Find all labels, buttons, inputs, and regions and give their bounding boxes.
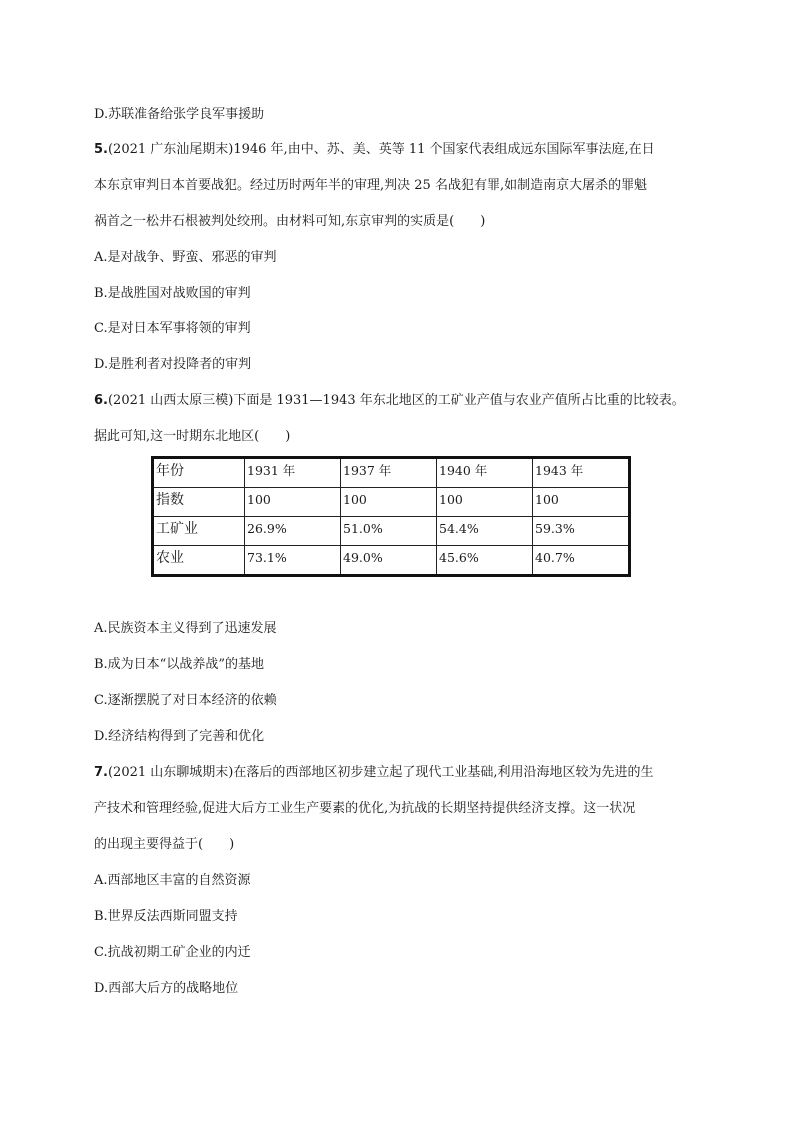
q7-stem-line-2: 产技术和管理经验,促进大后方工业生产要素的优化,为抗战的长期坚持提供经济支撑。这一状况 bbox=[94, 801, 636, 816]
q7-option-c: C.抗战初期工矿企业的内迁 bbox=[94, 945, 251, 960]
q7-number: 7. bbox=[94, 765, 108, 780]
q5-stem-line-3: 祸首之一松井石根被判处绞刑。由材料可知,东京审判的实质是( ) bbox=[94, 214, 486, 229]
q5-option-b: B.是战胜国对战败国的审判 bbox=[94, 286, 251, 301]
q6-data-table bbox=[151, 456, 631, 577]
q5-option-d: D.是胜利者对投降者的审判 bbox=[94, 357, 252, 372]
q7-stem-text-1: (2021 山东聊城期末)在落后的西部地区初步建立起了现代工业基础,利用沿海地区较为先进的生 bbox=[107, 765, 654, 780]
q6-option-b: B.成为日本“以战养战”的基地 bbox=[94, 657, 264, 672]
table-row bbox=[153, 546, 630, 576]
q6-stem-line-2: 据此可知,这一时期东北地区( ) bbox=[94, 429, 291, 444]
q5-option-c: C.是对日本军事将领的审判 bbox=[94, 321, 251, 336]
q5-number: 5. bbox=[94, 142, 108, 157]
q7-option-a: A.西部地区丰富的自然资源 bbox=[94, 873, 251, 888]
q5-stem-line-1 bbox=[94, 141, 655, 159]
table-cell: 54.4% bbox=[437, 517, 533, 546]
table-cell: 1931 年 bbox=[245, 458, 341, 488]
q5-option-a: A.是对战争、野蛮、邪恶的审判 bbox=[94, 250, 277, 265]
table-cell: 100 bbox=[245, 488, 341, 517]
q7-option-b: B.世界反法西斯同盟支持 bbox=[94, 909, 238, 924]
table-cell: 51.0% bbox=[341, 517, 437, 546]
table-row bbox=[153, 488, 630, 517]
table-cell: 26.9% bbox=[245, 517, 341, 546]
table-cell: 1943 年 bbox=[533, 458, 630, 488]
q5-stem-text-1: (2021 广东汕尾期末)1946 年,由中、苏、美、英等 11 个国家代表组成远东国际军事法庭,在日 bbox=[107, 142, 655, 157]
table-cell: 1937 年 bbox=[341, 458, 437, 488]
q6-stem-line-1 bbox=[94, 392, 685, 410]
q7-stem-line-3: 的出现主要得益于( ) bbox=[94, 837, 235, 852]
table-cell: 100 bbox=[341, 488, 437, 517]
table-cell: 45.6% bbox=[437, 546, 533, 576]
table-row bbox=[153, 517, 630, 546]
table-cell: 1940 年 bbox=[437, 458, 533, 488]
q7-option-d: D.西部大后方的战略地位 bbox=[94, 981, 239, 996]
table-cell: 年份 bbox=[153, 458, 245, 488]
q5-stem-line-2: 本东京审判日本首要战犯。经过历时两年半的审理,判决 25 名战犯有罪,如制造南京大屠杀的罪魁 bbox=[94, 178, 648, 193]
table-cell: 100 bbox=[533, 488, 630, 517]
q4-option-d: D.苏联准备给张学良军事援助 bbox=[94, 107, 265, 122]
table-cell: 49.0% bbox=[341, 546, 437, 576]
table-cell: 40.7% bbox=[533, 546, 630, 576]
q6-stem-text-1: (2021 山西太原三模)下面是 1931—1943 年东北地区的工矿业产值与农业产值所占比重的比较表。 bbox=[107, 393, 685, 408]
table-cell: 59.3% bbox=[533, 517, 630, 546]
q6-option-c: C.逐渐摆脱了对日本经济的依赖 bbox=[94, 693, 277, 708]
table-cell: 100 bbox=[437, 488, 533, 517]
table-cell: 指数 bbox=[153, 488, 245, 517]
table-cell: 农业 bbox=[153, 546, 245, 576]
q6-number: 6. bbox=[94, 393, 108, 408]
q6-option-d: D.经济结构得到了完善和优化 bbox=[94, 729, 265, 744]
table-cell: 73.1% bbox=[245, 546, 341, 576]
table-row bbox=[153, 458, 630, 488]
table-cell: 工矿业 bbox=[153, 517, 245, 546]
q6-option-a: A.民族资本主义得到了迅速发展 bbox=[94, 621, 277, 636]
q7-stem-line-1 bbox=[94, 764, 653, 782]
